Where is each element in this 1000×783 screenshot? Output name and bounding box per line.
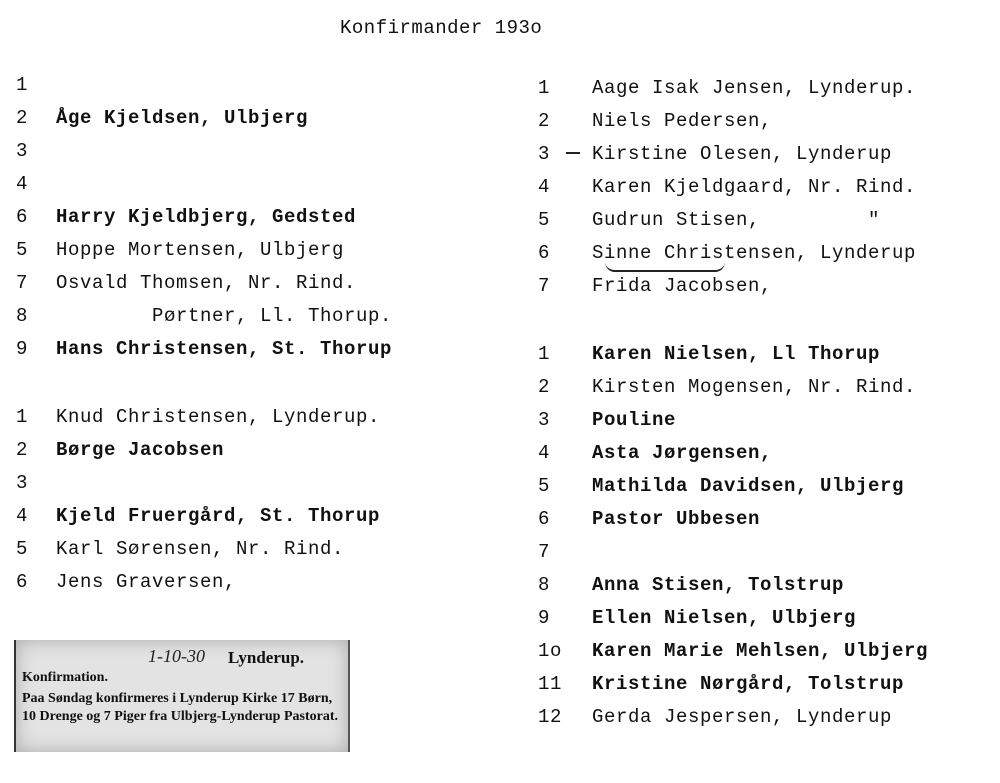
left-entry bbox=[16, 471, 28, 495]
right-entry bbox=[538, 672, 905, 696]
left-entry bbox=[16, 438, 225, 462]
right-entry bbox=[538, 375, 917, 399]
entry-name: Kristine Nørgård, Tolstrup bbox=[592, 673, 905, 695]
entry-name: Pørtner, Ll. Thorup. bbox=[56, 305, 393, 327]
left-entry bbox=[16, 570, 237, 594]
entry-number: 5 bbox=[538, 475, 551, 497]
newspaper-clipping bbox=[14, 640, 350, 752]
left-entry bbox=[16, 271, 357, 295]
entry-number: 4 bbox=[16, 173, 29, 195]
entry-number: 3 bbox=[16, 140, 29, 162]
left-entry bbox=[16, 504, 381, 528]
right-entry bbox=[538, 274, 773, 298]
entry-name: Pouline bbox=[592, 409, 677, 431]
entry-number: 4 bbox=[538, 442, 551, 464]
right-entry bbox=[538, 142, 893, 166]
entry-number: 1o bbox=[538, 640, 563, 662]
entry-number: 11 bbox=[538, 673, 563, 695]
right-entry bbox=[538, 639, 929, 663]
entry-name: Frida Jacobsen, bbox=[592, 275, 773, 297]
entry-name: Kirsten Mogensen, Nr. Rind. bbox=[592, 376, 917, 398]
entry-number: 3 bbox=[538, 143, 551, 165]
entry-number: 7 bbox=[16, 272, 29, 294]
entry-number: 1 bbox=[538, 77, 551, 99]
entry-number: 7 bbox=[538, 541, 551, 563]
right-entry bbox=[538, 76, 917, 100]
entry-number: 6 bbox=[16, 206, 29, 228]
entry-number: 2 bbox=[16, 107, 29, 129]
entry-number: 12 bbox=[538, 706, 563, 728]
entry-name: Asta Jørgensen, bbox=[592, 442, 773, 464]
entry-number: 1 bbox=[538, 343, 551, 365]
entry-name: Gudrun Stisen, " bbox=[592, 209, 881, 231]
entry-name: Niels Pedersen, bbox=[592, 110, 773, 132]
entry-number: 8 bbox=[538, 574, 551, 596]
entry-name: Hoppe Mortensen, Ulbjerg bbox=[56, 239, 345, 261]
entry-name: Karen Kjeldgaard, Nr. Rind. bbox=[592, 176, 917, 198]
right-entry bbox=[538, 342, 881, 366]
right-entry bbox=[538, 606, 857, 630]
entry-number: 5 bbox=[538, 209, 551, 231]
entry-name: Sinne Christensen, Lynderup bbox=[592, 242, 917, 264]
entry-name: Anna Stisen, Tolstrup bbox=[592, 574, 845, 596]
left-entry bbox=[16, 106, 309, 130]
entry-number: 5 bbox=[16, 538, 29, 560]
pen-mark bbox=[566, 152, 580, 154]
pen-underline bbox=[605, 262, 725, 272]
right-entry bbox=[538, 507, 761, 531]
entry-number: 6 bbox=[538, 508, 551, 530]
right-entry bbox=[538, 474, 905, 498]
entry-number: 9 bbox=[538, 607, 551, 629]
right-entry bbox=[538, 109, 773, 133]
right-entry bbox=[538, 208, 881, 232]
entry-number: 1 bbox=[16, 406, 29, 428]
entry-name: Kjeld Fruergård, St. Thorup bbox=[56, 505, 381, 527]
right-entry bbox=[538, 441, 773, 465]
entry-name: Hans Christensen, St. Thorup bbox=[56, 338, 393, 360]
entry-name: Ellen Nielsen, Ulbjerg bbox=[592, 607, 857, 629]
clipping-body: Paa Søndag konfirmeres i Lynderup Kirke 17 Børn, 10 Drenge og 7 Piger fra Ulbjerg-Lynderup Pastorat. bbox=[22, 691, 338, 724]
entry-number: 3 bbox=[16, 472, 29, 494]
left-entry bbox=[16, 172, 28, 196]
clipping-heading: Konfirmation. bbox=[22, 670, 108, 685]
clipping-place: Lynderup. bbox=[228, 648, 305, 667]
entry-name: Aage Isak Jensen, Lynderup. bbox=[592, 77, 917, 99]
right-entry bbox=[538, 175, 917, 199]
entry-name: Børge Jacobsen bbox=[56, 439, 225, 461]
entry-name: Karen Marie Mehlsen, Ulbjerg bbox=[592, 640, 929, 662]
left-entry bbox=[16, 73, 28, 97]
entry-name: Harry Kjeldbjerg, Gedsted bbox=[56, 206, 357, 228]
entry-number: 2 bbox=[16, 439, 29, 461]
entry-name: Karl Sørensen, Nr. Rind. bbox=[56, 538, 345, 560]
entry-name: Knud Christensen, Lynderup. bbox=[56, 406, 381, 428]
entry-number: 9 bbox=[16, 338, 29, 360]
entry-name: Kirstine Olesen, Lynderup bbox=[592, 143, 893, 165]
right-entry bbox=[538, 705, 893, 729]
entry-number: 3 bbox=[538, 409, 551, 431]
entry-name: Pastor Ubbesen bbox=[592, 508, 761, 530]
right-entry bbox=[538, 573, 845, 597]
entry-number: 6 bbox=[16, 571, 29, 593]
left-entry bbox=[16, 405, 381, 429]
page-title: Konfirmander 193o bbox=[340, 17, 543, 39]
entry-number: 1 bbox=[16, 74, 29, 96]
right-entry bbox=[538, 540, 550, 564]
entry-number: 4 bbox=[16, 505, 29, 527]
entry-name: Osvald Thomsen, Nr. Rind. bbox=[56, 272, 357, 294]
entry-number: 2 bbox=[538, 376, 551, 398]
right-entry bbox=[538, 408, 677, 432]
left-entry bbox=[16, 337, 393, 361]
entry-number: 5 bbox=[16, 239, 29, 261]
entry-name: Åge Kjeldsen, Ulbjerg bbox=[56, 107, 309, 129]
entry-name: Mathilda Davidsen, Ulbjerg bbox=[592, 475, 905, 497]
left-entry bbox=[16, 205, 357, 229]
entry-number: 7 bbox=[538, 275, 551, 297]
left-entry bbox=[16, 537, 345, 561]
entry-number: 8 bbox=[16, 305, 29, 327]
entry-name: Jens Graversen, bbox=[56, 571, 237, 593]
entry-number: 4 bbox=[538, 176, 551, 198]
entry-name: Karen Nielsen, Ll Thorup bbox=[592, 343, 881, 365]
entry-number: 6 bbox=[538, 242, 551, 264]
left-entry bbox=[16, 238, 345, 262]
left-entry bbox=[16, 139, 28, 163]
right-entry bbox=[538, 241, 917, 265]
entry-number: 2 bbox=[538, 110, 551, 132]
left-entry bbox=[16, 304, 393, 328]
entry-name: Gerda Jespersen, Lynderup bbox=[592, 706, 893, 728]
handwritten-date: 1-10-30 bbox=[148, 646, 205, 666]
